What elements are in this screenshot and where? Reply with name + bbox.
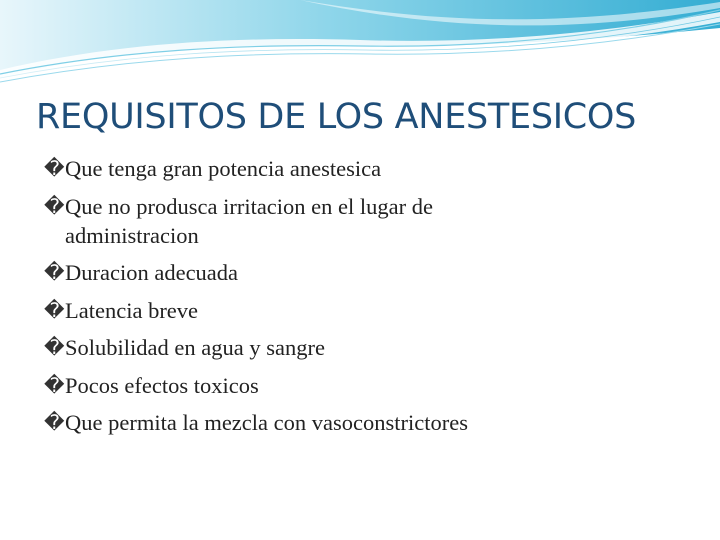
bullet-marker-icon: � — [44, 372, 65, 397]
list-item — [44, 408, 684, 437]
bullet-marker-icon: � — [44, 260, 65, 284]
bullet-text: Que tenga gran potencia anestesica — [65, 156, 382, 181]
bullet-text: Solubilidad en agua y sangre — [65, 335, 325, 360]
list-item — [44, 371, 684, 400]
list-item — [44, 333, 684, 362]
decorative-wave-header — [0, 0, 720, 90]
list-item — [44, 154, 684, 183]
list-item — [44, 296, 684, 325]
slide-title: REQUISITOS DE LOS ANESTESICOS — [36, 97, 637, 137]
bullet-text: Latencia breve — [65, 297, 199, 323]
bullet-marker-icon: � — [44, 410, 65, 434]
list-item — [44, 192, 565, 250]
bullet-list — [44, 154, 684, 446]
bullet-marker-icon: � — [44, 193, 65, 218]
bullet-marker-icon: � — [44, 156, 65, 180]
bullet-text: Que no produsca irritacion en el lugar de administracion — [65, 193, 433, 248]
bullet-text: Pocos efectos toxicos — [65, 372, 259, 398]
bullet-text: Que permita la mezcla con vasoconstrictores — [65, 410, 468, 435]
bullet-text: Duracion adecuada — [65, 260, 239, 285]
bullet-marker-icon: � — [44, 297, 65, 322]
bullet-marker-icon: � — [44, 335, 65, 359]
list-item — [44, 258, 684, 287]
